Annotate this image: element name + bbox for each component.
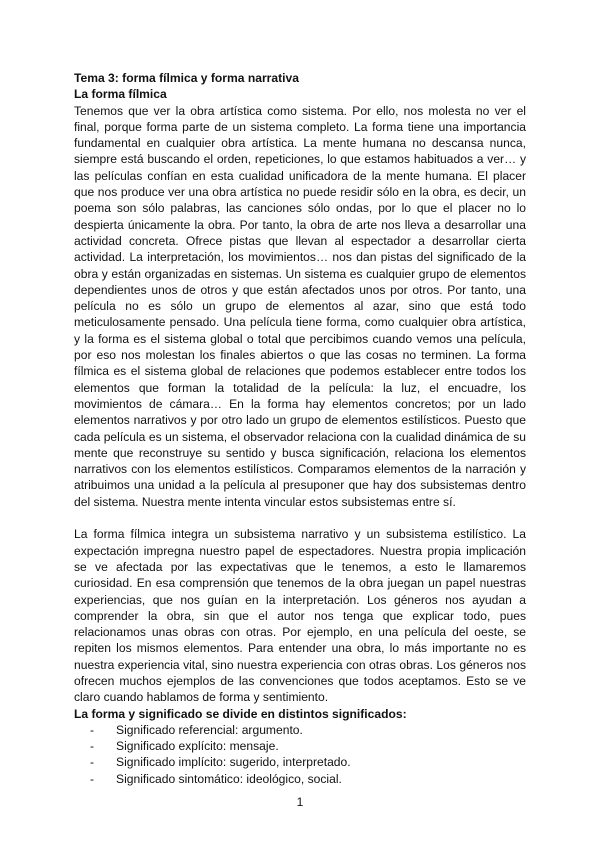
list-item-text: Significado explícito: mensaje. xyxy=(116,739,279,754)
list-bullet: - xyxy=(90,722,95,737)
list-bullet: - xyxy=(90,771,95,786)
document-page xyxy=(74,70,526,787)
list-item-text: Significado sintomático: ideológico, social. xyxy=(116,771,342,786)
paragraph-2: La forma fílmica integra un subsistema narrativo y un subsistema estilístico. La expectación impregna nuestro papel de espectadores. Nuestra propia implicación se ve afectada por las expectativas que le tenemos, a esto le llamaremos curiosidad. En esa comprensión que tenemos de la obra juegan un papel nuestras experiencias, que nos guían en la interpretación. Los géneros nos ayudan a comprender la obra, sin que el autor nos tenga que explicar todo, pues relacionamos unas obras con otras. Por ejemplo, en una película del oeste, se repiten los mismos elementos. Para entender una obra, lo más importante no es nuestra experiencia vital, sino nuestra experiencia con otras obras. Los géneros nos ofrecen muchos ejemplos de las convenciones que todos aceptamos. Esto se ve claro cuando hablamos de forma y sentimiento. xyxy=(74,527,526,705)
list-bullet: - xyxy=(90,755,95,770)
list-item-text: Significado referencial: argumento. xyxy=(116,722,303,737)
section-heading: La forma fílmica xyxy=(74,87,167,102)
paragraph-1: Tenemos que ver la obra artística como sistema. Por ello, nos molesta no ver el final, porque forma parte de un sistema completo. La forma tiene una importancia fundamental en cualquier obra artística. La mente humana no descansa nunca, siempre está buscando el orden, repeticiones, lo que estamos habituados a ver… y las películas confían en esta cualidad unificadora de la mente humana. El placer que nos produce ver una obra artística no puede residir sólo en la obra, es decir, un poema son sólo palabras, las canciones sólo ondas, por lo que el placer no lo despierta únicamente la obra. Por tanto, la obra de arte nos lleva a desarrollar una actividad concreta. Ofrece pistas que llevan al espectador a desarrollar cierta actividad. La interpretación, los movimientos… nos dan pistas del significado de la obra y están organizadas en sistemas. Un sistema es cualquier grupo de elementos dependientes unos de otros y que están afectados unos por otros. Por tanto, una película no es sólo un grupo de elementos al azar, sino que está todo meticulosamente pensado. Una película tiene forma, como cualquier obra artística, y la forma es el sistema global o total que percibimos cuando vemos una película, por eso nos molestan los finales abiertos o que las cosas no terminen. La forma fílmica es el sistema global de relaciones que podemos establecer entre todos los elementos que forman la totalidad de la película: la luz, el encuadre, los movimientos de cámara… En la forma hay elementos concretos; por un lado elementos narrativos y por otro lado un grupo de elementos estilísticos. Puesto que cada película es un sistema, el observador relaciona con la cualidad dinámica de su mente que reconstruye su sentido y busca significación, relaciona los elementos narrativos con los elementos estilísticos. Comparamos elementos de la narración y atribuimos una unidad a la película al presuponer que hay dos subsistemas dentro del sistema. Nuestra mente intenta vincular estos subsistemas entre sí. xyxy=(74,103,526,509)
list-item xyxy=(74,754,526,770)
document-title: Tema 3: forma fílmica y forma narrativa xyxy=(74,71,299,85)
list-item xyxy=(74,771,526,787)
page-number: 1 xyxy=(296,795,304,809)
list-item xyxy=(74,738,526,754)
meanings-list xyxy=(74,722,526,787)
list-item xyxy=(74,722,526,738)
paragraph-spacer xyxy=(74,510,526,526)
list-heading: La forma y significado se divide en distintos significados: xyxy=(74,706,407,721)
list-bullet: - xyxy=(90,739,95,754)
list-item-text: Significado implícito: sugerido, interpretado. xyxy=(116,755,351,770)
